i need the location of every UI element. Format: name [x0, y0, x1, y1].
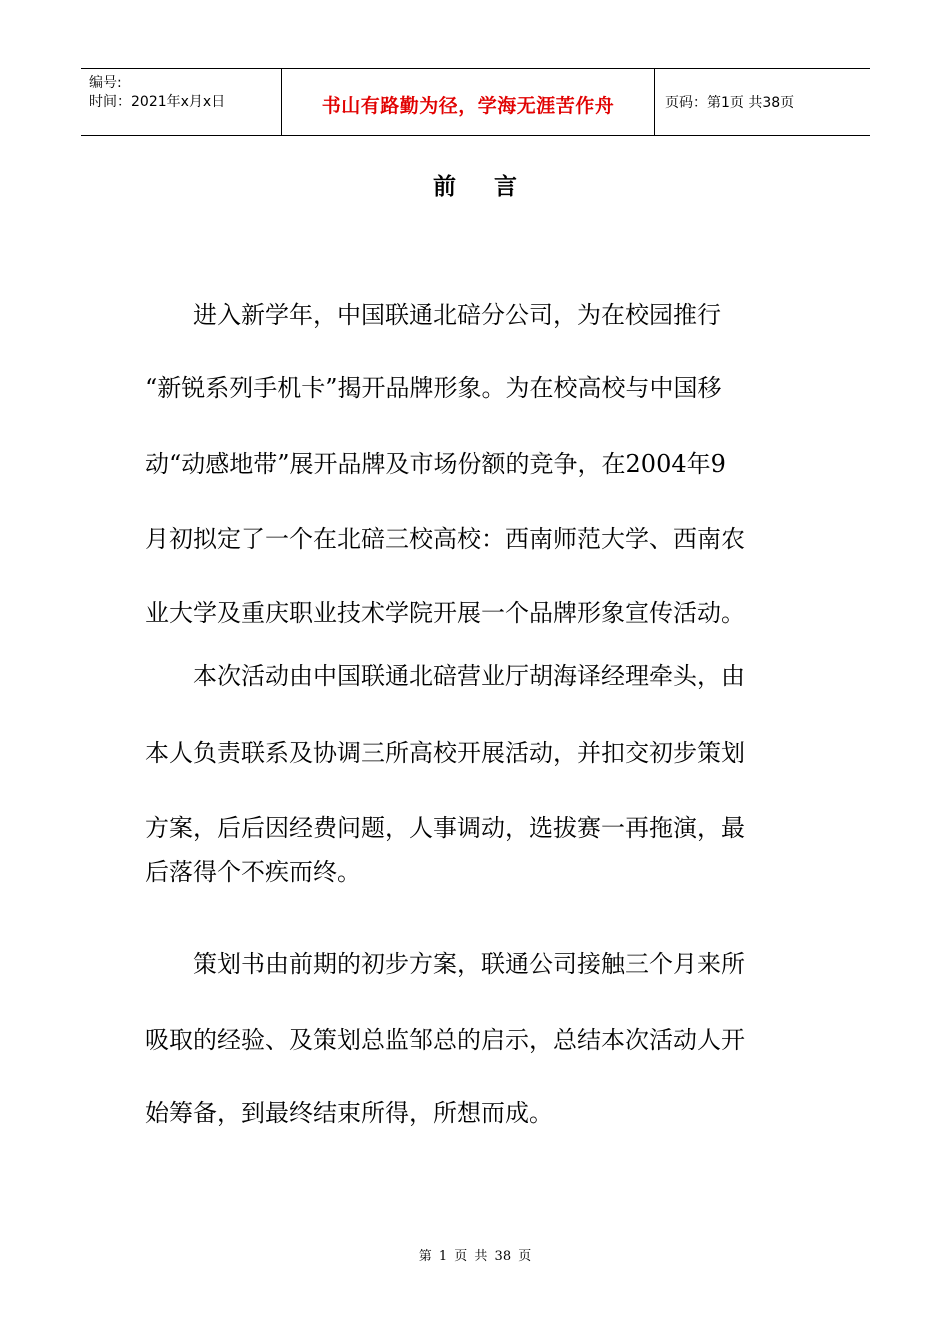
paragraph-3-line-3: 始筹备，到最终结束所得，所想而成。 [145, 1099, 553, 1127]
paragraph-1-line-5: 业大学及重庆职业技术学院开展一个品牌形象宣传活动。 [145, 599, 745, 627]
paragraph-2-line-4: 后落得个不疾而终。 [145, 858, 361, 886]
page-footer: 第 1 页 共 38 页 [418, 1249, 532, 1264]
header-page-info: 页码：第1页 共38页 [665, 95, 795, 111]
paragraph-2-line-2: 本人负责联系及协调三所高校开展活动，并扣交初步策划 [145, 739, 745, 767]
header-motto-cell [282, 69, 655, 135]
page-title: 前言 [433, 174, 555, 200]
header-motto: 书山有路勤为径，学海无涯苦作舟 [321, 94, 615, 117]
paragraph-3-line-2: 吸取的经验、及策划总监邹总的启示，总结本次活动人开 [145, 1026, 745, 1054]
document-number-label: 编号: [89, 75, 122, 91]
paragraph-2-line-1: 本次活动由中国联通北碚营业厅胡海译经理牵头，由 [193, 662, 745, 690]
document-date: 时间：2021年x月x日 [89, 94, 226, 110]
paragraph-1-line-3: 动“动感地带”展开品牌及市场份额的竞争，在2004年9 [145, 450, 726, 478]
paragraph-3-line-1: 策划书由前期的初步方案，联通公司接触三个月来所 [193, 950, 745, 978]
document-header [81, 68, 870, 136]
paragraph-1-line-1: 进入新学年，中国联通北碚分公司，为在校园推行 [193, 301, 721, 329]
paragraph-1-line-2: “新锐系列手机卡”揭开品牌形象。为在校高校与中国移 [145, 374, 722, 402]
paragraph-1-line-4: 月初拟定了一个在北碚三校高校：西南师范大学、西南农 [145, 525, 745, 553]
header-page-cell [655, 69, 870, 135]
paragraph-2-line-3: 方案，后后因经费问题，人事调动，选拔赛一再拖演，最 [145, 814, 745, 842]
header-info-cell [81, 69, 282, 135]
